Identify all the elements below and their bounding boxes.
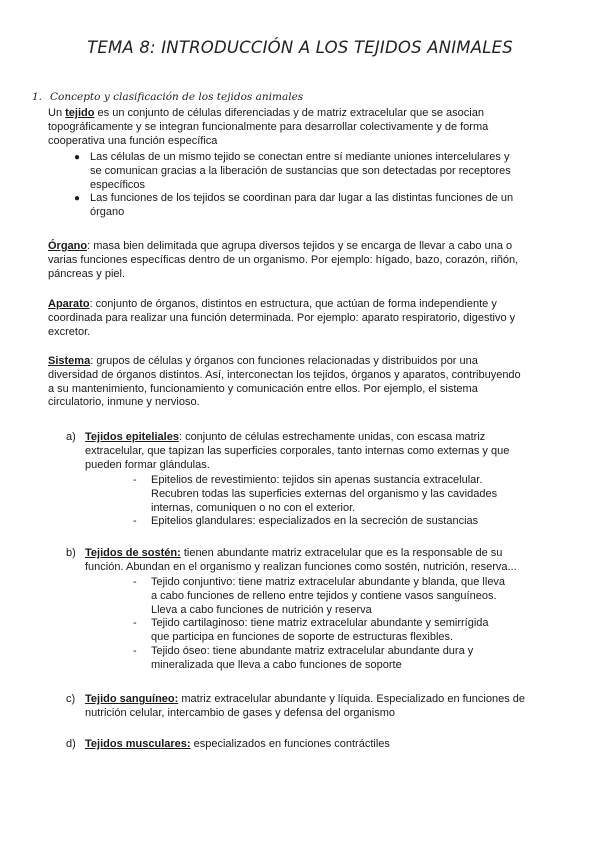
subitem-text: Tejido cartilaginoso: tiene matriz extracelular abundante y semirrígida que participa en funciones de soporte de estructuras flexibles. <box>151 617 489 644</box>
section-heading-text: Concepto y clasificación de los tejidos animales <box>50 91 304 103</box>
definition-organo <box>48 240 528 281</box>
item-letter: a) <box>66 431 76 443</box>
tissue-item-epiteliales <box>66 431 526 472</box>
term-tejidos-sosten: Tejidos de sostén: <box>85 547 181 559</box>
definition-text: : grupos de células y órganos con funciones relacionadas y distribuidos por una diversidad de órganos distintos. Así, interconectan los tejidos, órganos y aparatos, contribuyendo a su mantenimiento, funcionamiento y comunicación entre ellos. Por ejemplo, el sistema circulatorio, inmune y nervioso. <box>48 355 521 409</box>
list-item <box>133 645 508 673</box>
dash-marker: - <box>133 576 137 588</box>
dash-marker: - <box>133 644 137 657</box>
bullet-text: Las funciones de los tejidos se coordinan para dar lugar a las distintas funciones de un órgano <box>90 192 514 219</box>
term-aparato: Aparato <box>48 298 90 310</box>
list-item <box>74 151 524 192</box>
sosten-subitems <box>133 576 508 673</box>
term-tejidos-musculares: Tejidos musculares: <box>85 738 191 750</box>
term-sistema: Sistema <box>48 355 91 367</box>
subitem-text: Epitelios glandulares: especializados en la secreción de sustancias <box>151 515 479 528</box>
page-title: TEMA 8: INTRODUCCIÓN A LOS TEJIDOS ANIMALES <box>87 38 513 57</box>
tissue-item-sosten <box>66 547 526 575</box>
definition-aparato <box>48 298 528 339</box>
item-letter: b) <box>66 547 76 559</box>
term-tejido: tejido <box>65 107 95 119</box>
list-item <box>133 617 508 645</box>
tissue-text: : conjunto de células estrechamente unidas, con escasa matriz extracelular, que tapizan las superficies corporales, tanto internas como externas y que pueden formar glándulas. <box>85 431 510 471</box>
list-item <box>74 192 524 220</box>
subitem-text: Epitelios de revestimiento: tejidos sin apenas sustancia extracelular. Recubren todas las superficies externas del organismo y las cavidades internas, comuniquen o no con el exterior. <box>151 474 498 514</box>
tissue-item-sanguineo <box>66 693 526 721</box>
tissue-text: especializados en funciones contráctiles <box>190 738 390 750</box>
definition-sistema <box>48 355 528 410</box>
epiteliales-subitems <box>133 474 508 529</box>
tissue-text: matriz extracelular abundante y líquida. Especializado en funciones de nutrición celular, intercambio de gases y defensa del organismo <box>85 693 526 719</box>
tissue-text: tienen abundante matriz extracelular que es la responsable de su función. Abundan en el organismo y realizan funciones como sostén, nutrición, reserva... <box>85 547 517 573</box>
intro-paragraph <box>48 107 528 148</box>
list-item <box>133 515 508 529</box>
section-heading <box>32 91 303 103</box>
intro-prefix: Un <box>48 107 66 119</box>
tissue-item-musculares <box>66 738 526 752</box>
intro-text: es un conjunto de células diferenciadas y de matriz extracelular que se asocian topográficamente y se integran funcionalmente para desarrollar colectivamente y de forma cooperativa una función específica <box>48 107 489 147</box>
dash-marker: - <box>133 617 137 630</box>
term-tejido-sanguineo: Tejido sanguíneo: <box>85 693 179 705</box>
definition-text: : masa bien delimitada que agrupa diversos tejidos y se encarga de llevar a cabo una o varias funciones específicas dentro de un organismo. Por ejemplo: hígado, bazo, corazón, riñón, páncreas y piel. <box>48 240 519 280</box>
bullet-icon: ● <box>74 152 81 163</box>
subitem-text: Tejido óseo: tiene abundante matriz extracelular abundante dura y mineralizada que lleva a cabo funciones de soporte <box>151 644 474 671</box>
item-letter: c) <box>66 693 76 705</box>
term-organo: Órgano <box>48 240 88 252</box>
intro-bullet-list <box>74 151 524 220</box>
list-item <box>133 474 508 515</box>
bullet-text: Las células de un mismo tejido se conectan entre sí mediante uniones intercelulares y se comunican gracias a la liberación de sustancias que son detectadas por receptores específicos <box>90 151 511 191</box>
dash-marker: - <box>133 515 137 528</box>
list-item <box>133 576 508 617</box>
item-letter: d) <box>66 738 76 750</box>
definition-text: : conjunto de órganos, distintos en estructura, que actúan de forma independiente y coordinada para realizar una función determinada. Por ejemplo: aparato respiratorio, digestivo y excretor. <box>48 298 516 338</box>
bullet-icon: ● <box>74 193 81 205</box>
subitem-text: Tejido conjuntivo: tiene matriz extracelular abundante y blanda, que lleva a cabo funciones de relleno entre tejidos y contiene vasos sanguíneos. Lleva a cabo funciones de nutrición y reserva <box>151 576 506 616</box>
section-number: 1. <box>32 91 43 103</box>
dash-marker: - <box>133 474 137 486</box>
term-tejidos-epiteliales: Tejidos epiteliales <box>85 431 179 443</box>
